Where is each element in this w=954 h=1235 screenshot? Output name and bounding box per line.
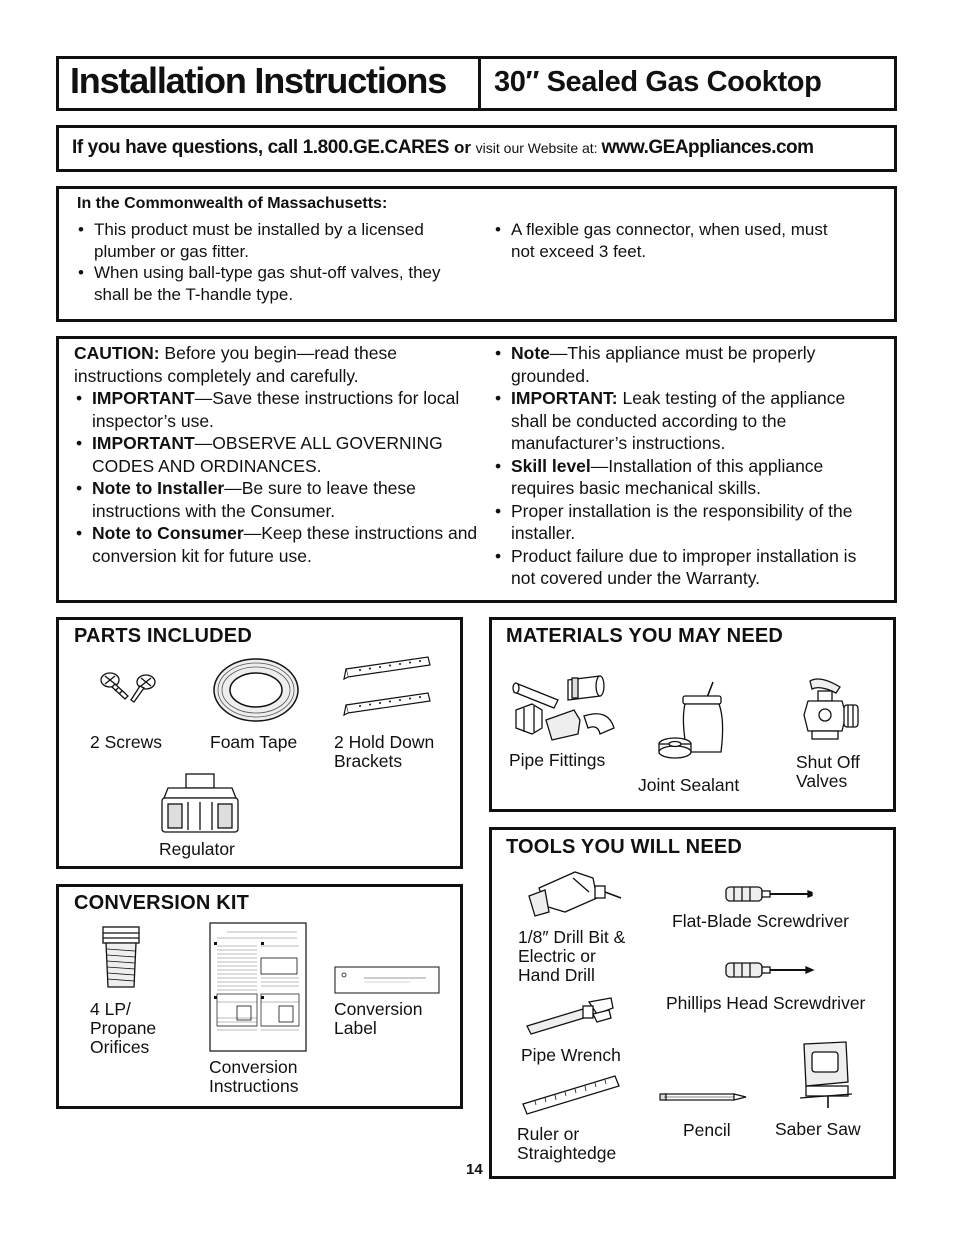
- item-text: —OBSERVE ALL GOVERNING CODES AND ORDINANCES.: [92, 433, 443, 476]
- caution-right-list: [493, 342, 883, 590]
- regulator-label: Regulator: [159, 839, 235, 859]
- page-title: Installation Instructions: [70, 60, 447, 101]
- foam-tape-icon: [212, 657, 300, 723]
- massachusetts-right-list: [493, 219, 853, 262]
- website-link[interactable]: www.GEAppliances.com: [601, 137, 814, 158]
- caution-left-list: [74, 387, 479, 567]
- brackets-label-2: Brackets: [334, 751, 403, 771]
- drill-label-2: Electric or: [518, 946, 596, 966]
- caution-text: Before you begin—read these instructions completely and carefully.: [74, 343, 397, 386]
- screws-icon: [98, 668, 164, 710]
- phillips-screwdriver-icon: [724, 960, 814, 980]
- massachusetts-left-list: [76, 219, 456, 305]
- pencil-label: Pencil: [683, 1120, 731, 1140]
- list-item: [493, 342, 883, 387]
- orifices-label-3: Orifices: [90, 1037, 150, 1057]
- item-bold: IMPORTANT: [92, 388, 195, 408]
- item-bold: Note to Consumer: [92, 523, 244, 543]
- conversion-label-icon: [334, 966, 440, 994]
- joint-sealant-icon: [657, 680, 727, 760]
- item-text: —Be sure to leave these instructions with the Consumer.: [92, 478, 416, 521]
- flat-blade-screwdriver-icon: [724, 884, 814, 904]
- caution-lead: [74, 342, 474, 387]
- item-text: —Installation of this appliance requires basic mechanical skills.: [511, 455, 824, 498]
- list-item: • A flexible gas connector, when used, must not exceed 3 feet.: [493, 219, 853, 262]
- contact-or: or: [453, 138, 476, 157]
- orifices-label-2: Propane: [90, 1018, 157, 1038]
- shut-off-valve-icon: [800, 675, 862, 741]
- list-item: [493, 455, 883, 500]
- list-item: [493, 545, 883, 590]
- item-bold: Skill level: [511, 455, 591, 476]
- pipe-fittings-label: Pipe Fittings: [509, 750, 606, 770]
- phillips-screwdriver-label: Phillips Head Screwdriver: [666, 993, 866, 1013]
- saber-saw-icon: [798, 1040, 854, 1110]
- conversion-instructions-document-icon: [209, 922, 307, 1052]
- regulator-icon: [158, 772, 242, 834]
- shutoff-label-1: Shut Off: [796, 752, 860, 772]
- contact-call: If you have questions, call 1.800.GE.CARES: [72, 137, 454, 158]
- item-text: —This appliance must be properly grounded.: [511, 343, 816, 386]
- joint-sealant-label: Joint Sealant: [638, 775, 740, 795]
- materials-heading: MATERIALS YOU MAY NEED: [506, 625, 784, 647]
- ruler-label-2: Straightedge: [517, 1143, 617, 1163]
- orifices-label-1: 4 LP/: [90, 999, 131, 1019]
- list-item: [493, 500, 883, 545]
- conversion-instructions-label-1: Conversion: [209, 1057, 298, 1077]
- ruler-label-1: Ruler or: [517, 1124, 580, 1144]
- massachusetts-heading: In the Commonwealth of Massachusetts:: [77, 195, 388, 212]
- caution-label: CAUTION:: [74, 343, 160, 363]
- list-item: [493, 387, 883, 455]
- item-text: Proper installation is the responsibility of the installer.: [511, 500, 853, 543]
- brackets-label-1: 2 Hold Down: [334, 732, 435, 752]
- product-title: 30″ Sealed Gas Cooktop: [494, 66, 822, 98]
- screws-label: 2 Screws: [90, 732, 162, 752]
- item-bold: Note: [511, 343, 550, 363]
- pipe-wrench-label: Pipe Wrench: [521, 1045, 621, 1065]
- pipe-fittings-icon: [512, 670, 618, 744]
- foam-tape-label: Foam Tape: [210, 732, 298, 752]
- parts-included-heading: PARTS INCLUDED: [74, 625, 252, 647]
- list-item: • This product must be installed by a licensed plumber or gas fitter.: [76, 219, 456, 262]
- tools-heading: TOOLS YOU WILL NEED: [506, 836, 743, 858]
- item-bold: Note to Installer: [92, 478, 225, 498]
- page-number: 14: [466, 1161, 483, 1178]
- list-item: [74, 477, 479, 522]
- saber-saw-label: Saber Saw: [775, 1119, 861, 1139]
- header-divider: [478, 59, 481, 108]
- list-item: [74, 522, 479, 567]
- drill-label-3: Hand Drill: [518, 965, 595, 985]
- shutoff-label-2: Valves: [796, 771, 848, 791]
- contact-line: [72, 137, 814, 159]
- contact-visit: visit our Website at:: [475, 140, 602, 156]
- conversion-instructions-label-2: Instructions: [209, 1076, 299, 1096]
- ruler-icon: [521, 1074, 621, 1118]
- drill-label-1: 1/8″ Drill Bit &: [518, 927, 626, 947]
- item-text: Product failure due to improper installation is not covered under the Warranty.: [511, 545, 857, 588]
- drill-icon: [525, 868, 625, 920]
- item-text: Leak testing of the appliance shall be conducted according to the manufacturer’s instructions.: [511, 388, 846, 453]
- item-bold: IMPORTANT:: [511, 388, 618, 408]
- list-item: [74, 387, 479, 432]
- conversion-label-label-2: Label: [334, 1018, 377, 1038]
- conversion-label-label-1: Conversion: [334, 999, 423, 1019]
- conversion-kit-heading: CONVERSION KIT: [74, 892, 250, 914]
- item-bold: IMPORTANT: [92, 433, 195, 453]
- pipe-wrench-icon: [523, 996, 617, 1038]
- list-item: [74, 432, 479, 477]
- pencil-icon: [658, 1090, 750, 1104]
- hold-down-brackets-icon: [340, 655, 434, 723]
- item-text: —Save these instructions for local inspector’s use.: [92, 388, 460, 431]
- lp-orifice-icon: [100, 925, 142, 991]
- list-item: • When using ball-type gas shut-off valves, they shall be the T-handle type.: [76, 262, 456, 305]
- item-text: —Keep these instructions and conversion kit for future use.: [92, 523, 478, 566]
- flat-blade-screwdriver-label: Flat-Blade Screwdriver: [672, 911, 849, 931]
